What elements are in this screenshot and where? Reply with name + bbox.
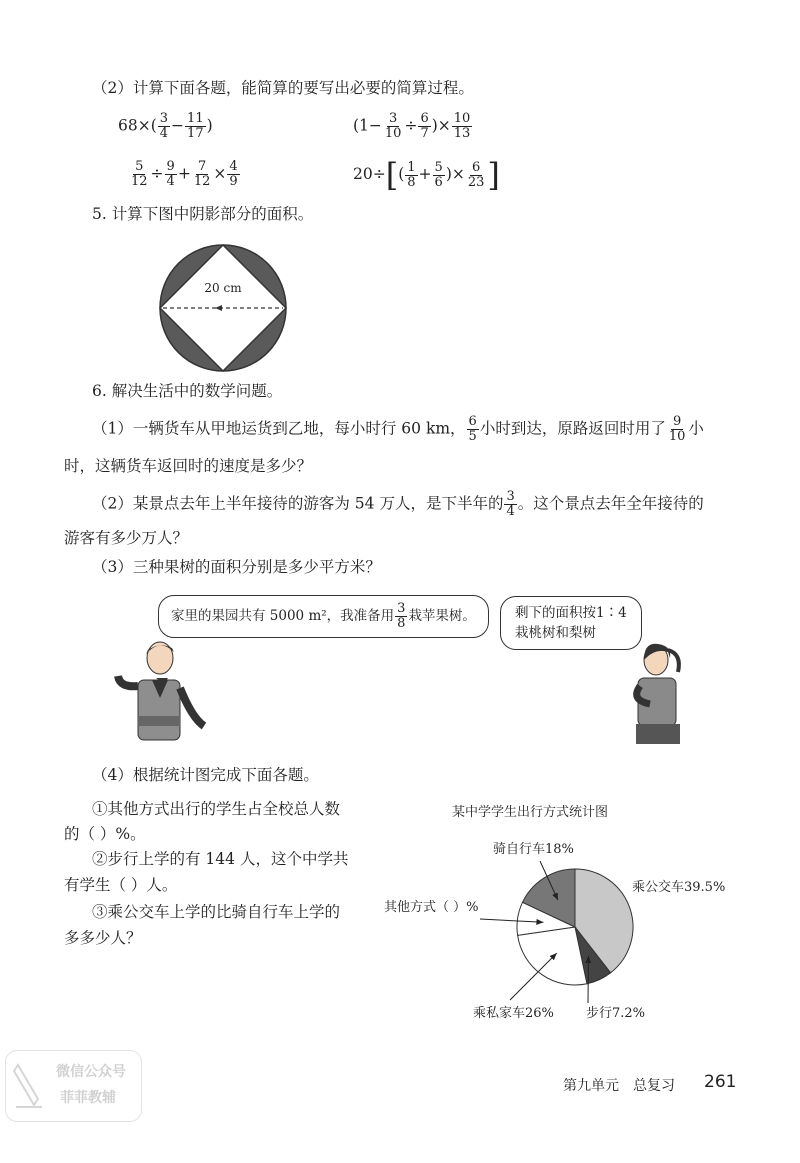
fraction: $\frac{5}{12}$: [131, 159, 148, 189]
watermark-text-1: 微信公众号: [56, 1064, 126, 1080]
speech-bubble-girl: 剩下的面积按1∶4 栽桃树和梨树: [500, 596, 642, 650]
fraction: $\frac{6}{5}$: [468, 414, 477, 444]
q6-2-line2: 游客有多少万人？: [64, 529, 189, 547]
q6-1-line1: （1）一辆货车从甲地运货到乙地，每小时行 60 km， $\frac{6}{5}$ 小时到达，原路返回时用了 $\frac{9}{10}$ 小: [92, 414, 704, 444]
q2-title: （2）计算下面各题，能简算的要写出必要的简算过程。: [92, 79, 474, 97]
pie-label: 步行7.2%: [586, 1006, 646, 1021]
sub-3-line1: ③乘公交车上学的比骑自行车上学的: [92, 903, 341, 921]
travel-mode-pie-chart: [370, 795, 726, 1030]
watermark: [5, 1050, 142, 1122]
dimension-label: 20 cm: [204, 281, 242, 295]
fraction: $\frac{7}{12}$: [193, 159, 211, 189]
pie-label: 其他方式（ ）%: [384, 900, 479, 915]
q6-2-line1: （2）某景点去年上半年接待的游客为 54 万人，是下半年的 $\frac{3}{4}$ 。这个景点去年全年接待的: [92, 489, 704, 519]
sub-2-line2: 有学生（ ）人。: [64, 876, 178, 894]
sub-3-line2: 多多少人？: [64, 929, 142, 947]
chart-title: 某中学学生出行方式统计图: [451, 805, 609, 820]
sub-1-line2: 的（ ）%。: [64, 825, 146, 843]
watermark-text-2: 菲菲教辅: [60, 1090, 116, 1106]
fraction: $\frac{3}{8}$: [397, 601, 406, 631]
fraction: $\frac{3}{10}$: [384, 111, 402, 141]
pencil-icon: [12, 1059, 46, 1111]
fraction: $\frac{3}{4}$: [159, 111, 169, 141]
sub-1-line1: ①其他方式出行的学生占全校总人数: [92, 800, 341, 818]
fraction: $\frac{6}{7}$: [420, 111, 429, 141]
q6-3: （3）三种果树的面积分别是多少平方米？: [92, 558, 381, 576]
sub-2-line1: ②步行上学的有 144 人，这个中学共: [92, 850, 349, 868]
fraction: $\frac{5}{6}$: [434, 159, 443, 190]
expr-1: 68×( $\frac{3}{4}$ − $\frac{11}{17}$ ): [118, 111, 213, 141]
fraction: $\frac{6}{23}$: [467, 159, 485, 190]
q5-title: 5. 计算下图中阴影部分的面积。: [92, 205, 314, 223]
pie-label: 乘私家车26%: [473, 1006, 554, 1021]
pie-label: 骑自行车18%: [493, 842, 574, 857]
fraction: $\frac{10}{13}$: [453, 111, 471, 141]
shaded-circle-figure: [155, 240, 291, 376]
q6-title: 6. 解决生活中的数学问题。: [92, 382, 283, 400]
q6-1-line2: 时，这辆货车返回时的速度是多少？: [64, 457, 313, 475]
q6-4: （4）根据统计图完成下面各题。: [92, 766, 319, 784]
boy-illustration: [108, 638, 208, 750]
fraction: $\frac{1}{8}$: [407, 159, 416, 190]
expr-4: 20÷[( $\frac{1}{8}$ + $\frac{5}{6}$ )× $\frac{6}{23}$ ]: [353, 156, 500, 194]
fraction: $\frac{11}{17}$: [187, 111, 204, 141]
pie-label: 乘公交车39.5%: [632, 880, 726, 895]
expr-2: (1− $\frac{3}{10}$ ÷ $\frac{6}{7}$ )× $\frac{10}{13}$: [353, 111, 471, 141]
fraction: $\frac{3}{4}$: [506, 489, 515, 519]
girl-illustration: [622, 640, 692, 745]
speech-bubble-boy: 家里的果园共有 5000 m²，我准备用 $\frac{3}{8}$ 栽苹果树。: [158, 595, 489, 638]
expr-3: $\frac{5}{12}$ ÷ $\frac{9}{4}$ + $\frac{7}{12}$ × $\frac{4}{9}$: [131, 159, 238, 189]
fraction: $\frac{4}{9}$: [229, 159, 238, 189]
unit-footer: 第九单元 总复习: [563, 1078, 675, 1094]
fraction: $\frac{9}{10}$: [668, 414, 686, 444]
fraction: $\frac{9}{4}$: [166, 159, 175, 189]
page-number: 261: [704, 1072, 737, 1092]
